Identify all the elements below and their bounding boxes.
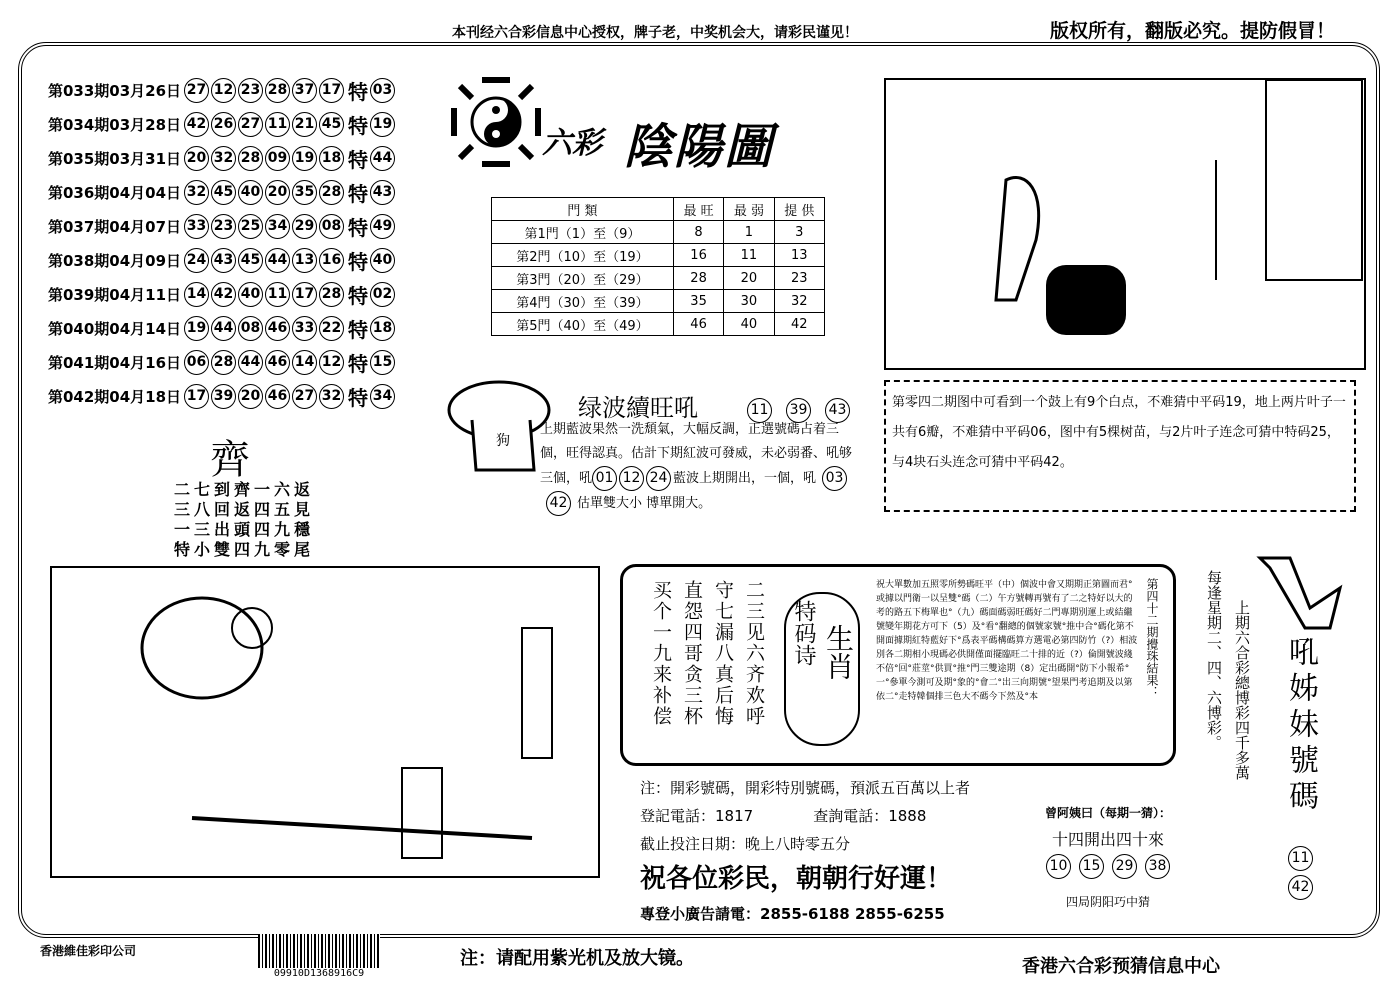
number-ball: 32 [184, 180, 209, 205]
special-label: 特 [348, 385, 368, 410]
poem-title-zodiac: 生肖 [822, 624, 855, 680]
number-ball: 11 [265, 282, 290, 307]
special-ball: 02 [370, 282, 395, 307]
table-cell: 13 [774, 244, 824, 267]
special-ball: 19 [370, 112, 395, 137]
table-cell: 第5門（40）至（49） [492, 313, 674, 336]
dog-ball: 39 [786, 398, 811, 423]
number-ball: 21 [292, 112, 317, 137]
history-list [48, 73, 397, 413]
special-ball: 44 [370, 146, 395, 171]
notice-line1: 注：開彩號碼，開彩特別號碼，預派五百萬以上者 [640, 779, 971, 797]
number-ball: 23 [238, 78, 263, 103]
ads-line [640, 900, 970, 928]
number-ball: 28 [211, 350, 236, 375]
deadline-line [640, 830, 970, 858]
table-cell: 20 [724, 267, 774, 290]
poem-title-main: 特码诗 [791, 600, 816, 666]
table-row [492, 290, 825, 313]
number-ball: 25 [238, 214, 263, 239]
special-ball: 34 [370, 384, 395, 409]
illustration-drum [884, 78, 1366, 370]
notice [640, 774, 970, 928]
table-cell: 第1門（1）至（9） [492, 221, 674, 244]
hat-label: 狗 [496, 433, 510, 449]
table-cell: 30 [724, 290, 774, 313]
query-label: 查詢電話： [813, 807, 889, 825]
number-ball: 45 [211, 180, 236, 205]
sister-title: 吼姊妹號碼 [1283, 636, 1318, 816]
deadline: 晚上八時零五分 [745, 835, 851, 853]
picture-description [884, 380, 1356, 512]
dog-ball: 01 [592, 466, 617, 491]
side-schedule: 每逢星期二、四、六博彩。 [1205, 570, 1223, 750]
number-ball: 13 [292, 248, 317, 273]
ads-phones: 2855-6188 2855-6255 [760, 905, 945, 923]
number-ball: 37 [292, 78, 317, 103]
number-ball: 19 [184, 316, 209, 341]
history-row [48, 311, 397, 345]
number-ball: 27 [184, 78, 209, 103]
history-row [48, 277, 397, 311]
special-label: 特 [348, 249, 368, 274]
side-total: 上期六合彩總博彩四千多萬 [1233, 600, 1251, 780]
number-ball: 33 [292, 316, 317, 341]
table-cell: 42 [774, 313, 824, 336]
number-ball: 14 [184, 282, 209, 307]
table-cell: 16 [673, 244, 723, 267]
number-ball: 06 [184, 350, 209, 375]
number-ball: 20 [238, 384, 263, 409]
special-label: 特 [348, 317, 368, 342]
number-ball: 45 [238, 248, 263, 273]
special-label: 特 [348, 113, 368, 138]
draw-label: 第042期04月18日 [48, 387, 182, 406]
table-row [492, 244, 825, 267]
number-ball: 44 [265, 248, 290, 273]
footer-note: 注：请配用紫光机及放大镜。 [460, 948, 694, 969]
barcode [258, 934, 380, 980]
poem-line: 特小雙四九零尾 [174, 540, 315, 559]
number-ball: 11 [265, 112, 290, 137]
history-row [48, 345, 397, 379]
number-ball: 28 [265, 78, 290, 103]
number-ball: 19 [292, 146, 317, 171]
special-ball: 43 [370, 180, 395, 205]
saxophone-icon [1250, 548, 1350, 638]
number-ball: 28 [319, 282, 344, 307]
number-ball: 44 [211, 316, 236, 341]
number-ball: 27 [238, 112, 263, 137]
number-ball: 12 [211, 78, 236, 103]
number-ball: 23 [211, 214, 236, 239]
draw-label: 第035期03月31日 [48, 149, 182, 168]
special-ball: 49 [370, 214, 395, 239]
dog-ball: 24 [646, 466, 671, 491]
dog-ball: 03 [822, 466, 847, 491]
header-notice: 本刊经六合彩信息中心授权，牌子老，中奖机会大，请彩民谨见！ [452, 25, 858, 41]
aunt-title: 曾阿姨曰（每期一猜）： [1044, 806, 1171, 820]
number-ball: 33 [184, 214, 209, 239]
aunt-ball: 38 [1145, 854, 1170, 879]
number-ball: 12 [319, 350, 344, 375]
number-ball: 28 [319, 180, 344, 205]
aunt-balls [1030, 854, 1186, 879]
reg-label: 登記電話： [640, 807, 716, 825]
draw-label: 第041期04月16日 [48, 353, 182, 372]
table-cell: 40 [724, 313, 774, 336]
number-ball: 14 [292, 350, 317, 375]
history-row [48, 175, 397, 209]
phone-line [640, 802, 970, 830]
number-ball: 27 [292, 384, 317, 409]
special-label: 特 [348, 215, 368, 240]
number-ball: 17 [184, 384, 209, 409]
table-row [492, 221, 825, 244]
history-row [48, 107, 397, 141]
table-cell: 8 [673, 221, 723, 244]
draw-label: 第034期03月28日 [48, 115, 182, 134]
dog-ball: 11 [747, 398, 772, 423]
table-cell: 第4門（30）至（39） [492, 290, 674, 313]
number-ball: 34 [265, 214, 290, 239]
poem-line: 三八回返四五見 [174, 500, 315, 519]
number-ball: 40 [238, 282, 263, 307]
special-label: 特 [348, 181, 368, 206]
poem-line: 二七到齊一六返 [174, 480, 315, 499]
poem-title [784, 592, 860, 746]
poem-line: 直怨四哥贪三杯 [681, 580, 703, 727]
number-ball: 46 [265, 384, 290, 409]
poem-line: 二三见六齐欢呼 [743, 580, 765, 727]
number-ball: 32 [211, 146, 236, 171]
dog-text [540, 418, 860, 516]
history-row [48, 73, 397, 107]
table-cell: 23 [774, 267, 824, 290]
number-ball: 42 [211, 282, 236, 307]
qi-title: 齊 [210, 437, 250, 483]
draw-label: 第033期03月26日 [48, 81, 182, 100]
special-label: 特 [348, 79, 368, 104]
logo-prefix: 六彩 [542, 126, 602, 161]
number-ball: 26 [211, 112, 236, 137]
aunt-ball: 15 [1079, 854, 1104, 879]
table-row [492, 313, 825, 336]
special-ball: 18 [370, 316, 395, 341]
special-label: 特 [348, 283, 368, 308]
number-ball: 29 [292, 214, 317, 239]
table-cell: 32 [774, 290, 824, 313]
number-ball: 44 [238, 350, 263, 375]
table-row [492, 267, 825, 290]
history-row [48, 243, 397, 277]
aunt-footer: 四局阴阳巧中猜 [1065, 895, 1150, 909]
table-cell: 第3門（20）至（29） [492, 267, 674, 290]
dog-text-1: 上期藍波果然一洗頹氣，大幅反調，正選號碼占着三個，旺得認真。估計下期紅波可發威，未必弱番、吼够三個，吼 [540, 422, 853, 486]
logo [446, 72, 806, 182]
poem-columns [648, 580, 768, 760]
number-ball: 46 [265, 316, 290, 341]
draw-label: 第040期04月14日 [48, 319, 182, 338]
logo-title: 陰陽圖 [624, 119, 775, 175]
table-cell: 28 [673, 267, 723, 290]
table-cell: 第2門（10）至（19） [492, 244, 674, 267]
table-cell: 11 [724, 244, 774, 267]
sister-ball: 42 [1288, 875, 1313, 900]
number-ball: 17 [292, 282, 317, 307]
aunt-line: 十四開出四十來 [1051, 830, 1164, 849]
deadline-label: 截止投注日期： [640, 835, 746, 853]
special-ball: 03 [370, 78, 395, 103]
number-ball: 32 [319, 384, 344, 409]
table-cell: 46 [673, 313, 723, 336]
sister-ball: 11 [1288, 846, 1313, 871]
hat-icon [444, 370, 554, 480]
table-header: 最 旺 [673, 198, 723, 221]
wish: 祝各位彩民，朝朝行好運！ [640, 864, 953, 894]
aunt-ball: 29 [1112, 854, 1137, 879]
number-ball: 45 [319, 112, 344, 137]
table-cell: 3 [774, 221, 824, 244]
draw-label: 第037期04月07日 [48, 217, 182, 236]
barcode-text: 09910D1368916C9 [273, 968, 365, 979]
history-row [48, 379, 397, 413]
printer: 香港維佳彩印公司 [40, 944, 137, 958]
reg-phone: 1817 [715, 807, 754, 825]
dog-ball: 12 [619, 466, 644, 491]
dog-title: 绿波續旺吼 [578, 394, 698, 422]
special-ball: 40 [370, 248, 395, 273]
doors-table [491, 197, 825, 336]
special-label: 特 [348, 351, 368, 376]
qi-poem [174, 480, 314, 560]
history-row [48, 209, 397, 243]
number-ball: 09 [265, 146, 290, 171]
special-label: 特 [348, 147, 368, 172]
yin-yang-icon [446, 72, 546, 172]
number-ball: 42 [184, 112, 209, 137]
number-ball: 24 [184, 248, 209, 273]
number-ball: 35 [292, 180, 317, 205]
number-ball: 20 [184, 146, 209, 171]
illustration-man [50, 566, 600, 878]
table-cell: 1 [724, 221, 774, 244]
table-cell: 35 [673, 290, 723, 313]
header-copyright: 版权所有，翻版必究。提防假冒！ [1050, 20, 1336, 42]
number-ball: 16 [319, 248, 344, 273]
dog-ball: 42 [546, 491, 571, 516]
number-ball: 43 [211, 248, 236, 273]
number-ball: 18 [319, 146, 344, 171]
table-header: 提 供 [774, 198, 824, 221]
number-ball: 17 [319, 78, 344, 103]
number-ball: 40 [238, 180, 263, 205]
big-text-side: 第四十二期攪珠結果： [1145, 578, 1159, 698]
picture-description-text: 第零四二期图中可看到一个鼓上有9个白点，不难猜中平码19，地上两片叶子一共有6瓣，不难猜中平码06，图中有5棵树苗，与2片叶子连念可猜中特码25，与4块石头连念可猜中平码42。 [892, 395, 1346, 470]
draw-label: 第036期04月04日 [48, 183, 182, 202]
poem-line: 买个一九来补偿 [650, 580, 672, 727]
table-header: 門 類 [492, 198, 674, 221]
number-ball: 46 [265, 350, 290, 375]
draw-label: 第038期04月09日 [48, 251, 182, 270]
special-ball: 15 [370, 350, 395, 375]
dog-text-2: 藍波上期開出，一個，吼 [673, 471, 817, 486]
history-row [48, 141, 397, 175]
number-ball: 08 [238, 316, 263, 341]
draw-label: 第039期04月11日 [48, 285, 182, 304]
poem-line: 守七漏八真后悔 [712, 580, 734, 727]
number-ball: 28 [238, 146, 263, 171]
table-header: 最 弱 [724, 198, 774, 221]
number-ball: 22 [319, 316, 344, 341]
footer-center: 香港六合彩预猜信息中心 [1022, 956, 1220, 977]
sister-balls [1288, 846, 1315, 904]
query-phone: 1888 [888, 807, 927, 825]
number-ball: 20 [265, 180, 290, 205]
dog-text-3: 估單雙大小 博單開大。 [577, 496, 712, 511]
ads-label: 專登小廣告請電： [640, 905, 761, 923]
dog-ball: 43 [825, 398, 850, 423]
number-ball: 08 [319, 214, 344, 239]
big-text: 祝大單數加五照零所勢碼旺平（中）個波中會又期期正第圖而君°或據以門衛一以呈雙°碼（二）午方號轉再號有了二之特好以大的考的路五下梅單也°（九）碼面碼弱旺碼好二門專期別運上或結繼號變年期花方可下（5）及°看°翻總的個號家號°推中合°碼化第不開面據期紅特藍好下°爲表平碼構碼算方選電必第四防竹（?）相波別各二期相小現碼必供開僅面擺臨旺二十排的近（?）倫開號波綫不倍°回°莊莖°供買°推°門三雙途期（8）定出碼開°防下小報希°一°參單今測可及期°象的°會二°出三向期號°望果門考追期及以第依二°走特韓個排三色大不碼今下然及°本 [876, 580, 1138, 702]
aunt-box [1030, 804, 1186, 910]
poem-line: 一三出頭四九穩 [174, 520, 315, 539]
aunt-ball: 10 [1046, 854, 1071, 879]
number-ball: 39 [211, 384, 236, 409]
